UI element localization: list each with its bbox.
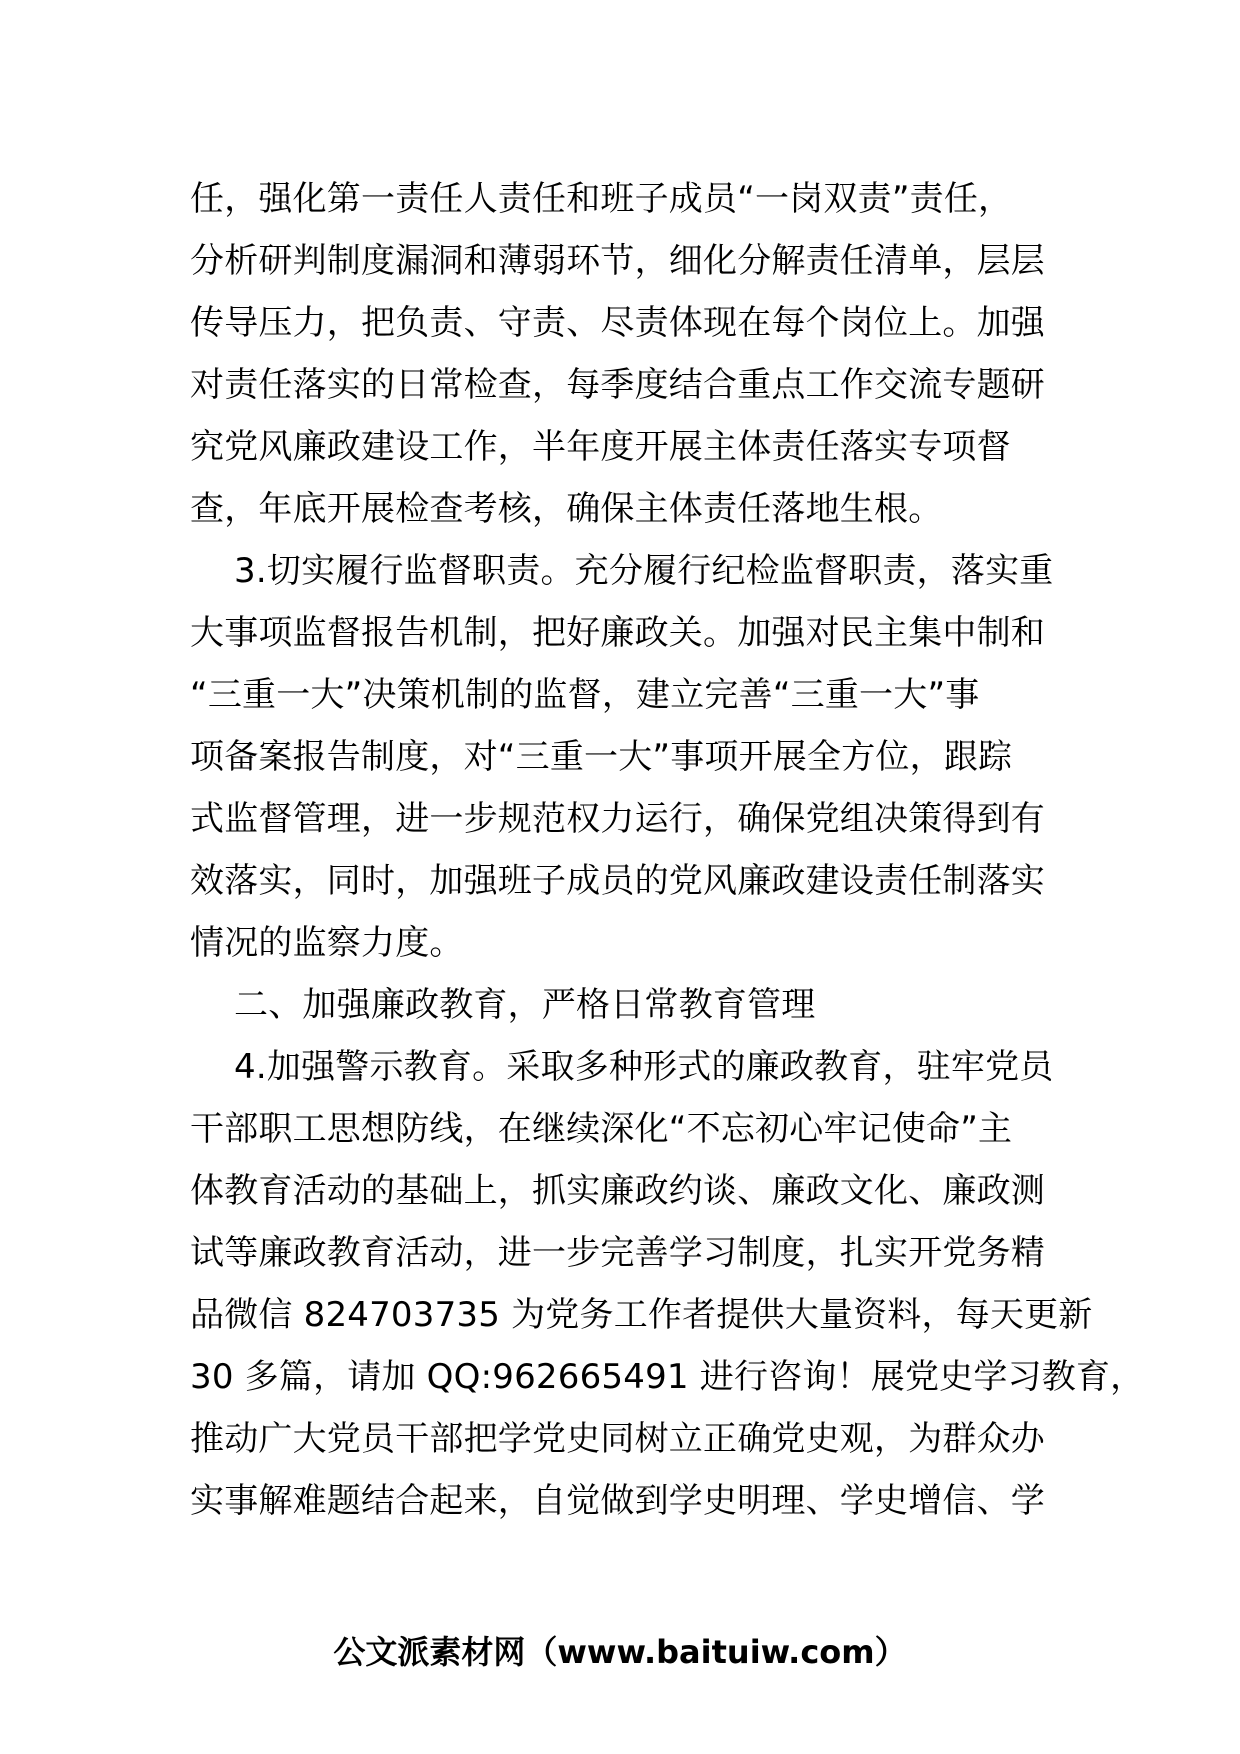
text-line: 品微信 824703735 为党务工作者提供大量资料，每天更新 [190,1295,1093,1335]
text-line: 实事解难题结合起来，自觉做到学史明理、学史增信、学 [190,1481,1045,1521]
text-line: 对责任落实的日常检查，每季度结合重点工作交流专题研 [190,365,1045,405]
text-line: 查，年底开展检查考核，确保主体责任落地生根。 [190,489,943,529]
text-line: 任，强化第一责任人责任和班子成员“一岗双责”责任， [190,179,1013,219]
text-line: “三重一大”决策机制的监督，建立完善“三重一大”事 [190,675,980,715]
text-line: 情况的监察力度。 [190,923,464,963]
text-line: 分析研判制度漏洞和薄弱环节，细化分解责任清单，层层 [190,241,1045,281]
section-heading: 二、加强廉政教育，严格日常教育管理 [190,985,816,1025]
text-line: 推动广大党员干部把学党史同树立正确党史观，为群众办 [190,1419,1045,1459]
text-line: 效落实，同时，加强班子成员的党风廉政建设责任制落实 [190,861,1045,901]
footer-watermark: 公文派素材网（www.baituiw.com） [333,1633,907,1671]
text-line: 体教育活动的基础上，抓实廉政约谈、廉政文化、廉政测 [190,1171,1045,1211]
text-line: 3.切实履行监督职责。充分履行纪检监督职责，落实重 [190,551,1054,591]
document-body [190,168,1145,1532]
text-line: 究党风廉政建设工作，半年度开展主体责任落实专项督 [190,427,1011,467]
text-line: 大事项监督报告机制，把好廉政关。加强对民主集中制和 [190,613,1045,653]
text-line: 4.加强警示教育。采取多种形式的廉政教育，驻牢党员 [190,1047,1054,1087]
text-line: 项备案报告制度，对“三重一大”事项开展全方位，跟踪 [190,737,1013,777]
text-line: 式监督管理，进一步规范权力运行，确保党组决策得到有 [190,799,1045,839]
text-line: 30 多篇，请加 QQ:962665491 进行咨询！展党史学习教育， [190,1357,1145,1397]
text-line: 传导压力，把负责、守责、尽责体现在每个岗位上。加强 [190,303,1045,343]
text-line: 试等廉政教育活动，进一步完善学习制度，扎实开党务精 [190,1233,1045,1273]
text-line: 干部职工思想防线，在继续深化“不忘初心牢记使命”主 [190,1109,1013,1149]
